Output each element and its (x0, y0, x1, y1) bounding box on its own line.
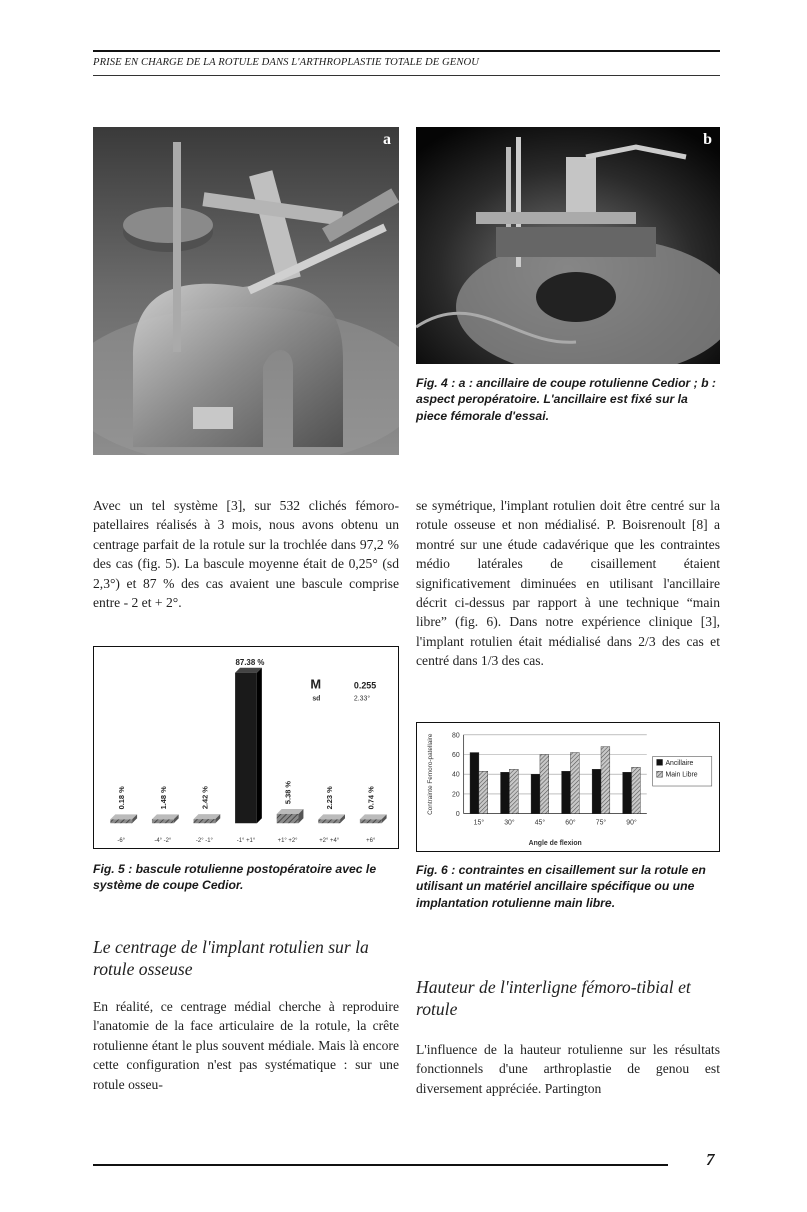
bar-value-label-5: 2.23 % (325, 786, 335, 810)
bar-value-label-6: 0.74 % (366, 786, 376, 810)
panel-b-letter: b (703, 131, 712, 148)
paragraph-boisrenoult (416, 496, 720, 671)
bar-1 (152, 819, 174, 823)
stat-sd-value: 2.33° (353, 695, 371, 703)
bar-ancillaire-4 (592, 769, 601, 813)
bar-side-3 (257, 668, 262, 824)
y-tick-label-1: 20 (452, 791, 460, 799)
category-label-5: 90° (626, 819, 637, 827)
section-heading-centrage: Le centrage de l'implant rotulien sur la rotule osseuse (93, 937, 369, 979)
category-label-1: -4° -2° (154, 838, 172, 845)
bar-6 (360, 819, 382, 823)
bar-4 (277, 814, 299, 823)
bar-ancillaire-1 (501, 772, 510, 813)
paragraph-hauteur-rotulienne (416, 1040, 720, 1098)
y-tick-label-3: 60 (452, 751, 460, 759)
category-label-3: 60° (565, 819, 576, 827)
legend-swatch-0 (657, 759, 663, 765)
bar-main-libre-0 (479, 771, 488, 813)
bar-0 (110, 819, 132, 823)
y-tick-label-4: 80 (452, 732, 460, 740)
stat-m-value: 0.255 (353, 680, 377, 691)
panel-a-letter: a (383, 131, 391, 148)
paragraph-results (93, 496, 399, 612)
stat-m-label: M (310, 676, 322, 692)
category-label-5: +2° +4° (319, 838, 340, 845)
category-label-4: 75° (595, 819, 607, 827)
bar-main-libre-2 (540, 755, 549, 814)
stat-sd-label: sd (312, 695, 321, 703)
header-rule-top (93, 50, 720, 52)
figure-4-caption: Fig. 4 : a : ancillaire de coupe rotulienne Cedior ; b : aspect peropératoire. L'ancillaire est fixé sur la piece fémorale d'essai. (416, 376, 716, 423)
legend-label-1: Main Libre (665, 771, 698, 779)
figure-6-chart (416, 722, 720, 852)
category-label-2: -2° -1° (195, 838, 213, 845)
category-label-3: -1° +1° (236, 838, 256, 845)
y-tick-label-0: 0 (455, 811, 460, 819)
figure-6-caption: Fig. 6 : contraintes en cisaillement sur la rotule en utilisant un matériel ancillaire spécifique ou une implantation rotulienne main libre. (416, 863, 706, 910)
paragraph-boisrenoult-text: se symétrique, l'implant rotulien doit être centré sur la rotule osseuse et non médialisé. P. Boisrenoult [8] a montré sur une étude cadavérique que les contraintes médio latérales de cisaillement étaient significativement diminuées en utilisant l'ancillaire décrit ci-dessus par rapport à une technique “main libre” (fig. 6). Dans notre expérience clinique [3], l'implant rotulien était médialisé dans 2/3 des cas et centré dans 1/3 des cas. (416, 498, 720, 669)
bar-value-label-0: 0.18 % (117, 786, 127, 810)
category-label-4: +1° +2° (277, 838, 298, 845)
bar-5 (318, 819, 340, 823)
paragraph-centrage-medial-text: En réalité, ce centrage médial cherche à reproduire l'anatomie de la face articulaire de la rotule, la crête rotulienne étant le plus souvent médiale. Mais là encore cette configuration n'est pas systématique : sur une rotule osseu- (93, 999, 399, 1092)
paragraph-hauteur-rotulienne-text: L'influence de la hauteur rotulienne sur les résultats fonctionnels d'une arthroplastie de genou est diversement appréciée. Partington (416, 1042, 720, 1096)
section-heading-hauteur: Hauteur de l'interligne fémoro-tibial et rotule (416, 977, 691, 1019)
bar-ancillaire-5 (623, 772, 632, 813)
category-label-2: 45° (534, 819, 546, 827)
legend-swatch-1 (657, 771, 663, 777)
running-head: PRISE EN CHARGE DE LA ROTULE DANS L'ARTHROPLASTIE TOTALE DE GENOU (93, 57, 480, 68)
figure-4b-photo (416, 127, 720, 364)
figure-5-caption: Fig. 5 : bascule rotulienne postopératoire avec le système de coupe Cedior. (93, 862, 377, 893)
ancillary-instrument-image (93, 127, 399, 455)
y-tick-label-2: 40 (452, 771, 460, 779)
y-axis-label: Contrainte Femoro-patellaire (427, 733, 435, 815)
bar-main-libre-5 (632, 767, 641, 813)
bar-value-label-2: 2.42 % (200, 786, 210, 810)
figure-5-chart (93, 646, 399, 849)
category-label-0: 15° (473, 819, 485, 827)
category-label-0: -6° (117, 838, 126, 845)
bar-ancillaire-2 (531, 774, 540, 813)
legend-label-0: Ancillaire (665, 759, 694, 767)
x-axis-label: Angle de flexion (528, 840, 582, 848)
bar-value-label-3: 87.38 % (235, 657, 265, 667)
contraintes-bar-chart (417, 723, 719, 851)
category-label-1: 30° (504, 819, 515, 827)
bar-main-libre-4 (601, 747, 610, 814)
bascule-bar-chart (94, 647, 398, 848)
header-rule-bottom (93, 75, 720, 76)
figure-4a-photo (93, 127, 399, 455)
perioperative-image (416, 127, 720, 364)
bar-value-label-1: 1.48 % (158, 786, 168, 810)
footer-rule (93, 1164, 668, 1166)
bar-main-libre-3 (570, 753, 579, 814)
bar-value-label-4: 5.38 % (283, 781, 293, 805)
bar-main-libre-1 (509, 769, 518, 813)
category-label-6: +6° (366, 838, 376, 845)
bar-ancillaire-0 (470, 753, 479, 814)
bar-3 (235, 673, 257, 824)
page-number: 7 (706, 1150, 715, 1169)
paragraph-results-text: Avec un tel système [3], sur 532 clichés fémoro-patellaires réalisés à 3 mois, nous avons obtenu un centrage parfait de la rotule sur la trochlée dans 97,2 % des cas (fig. 5). La bascule moyenne était de 0,25° (sd 2,3°) et 87 % des cas avaient une bascule comprise entre - 2 et + 2°. (93, 498, 399, 611)
bar-2 (194, 819, 216, 823)
paragraph-centrage-medial (93, 997, 399, 1094)
bar-ancillaire-3 (562, 771, 571, 813)
